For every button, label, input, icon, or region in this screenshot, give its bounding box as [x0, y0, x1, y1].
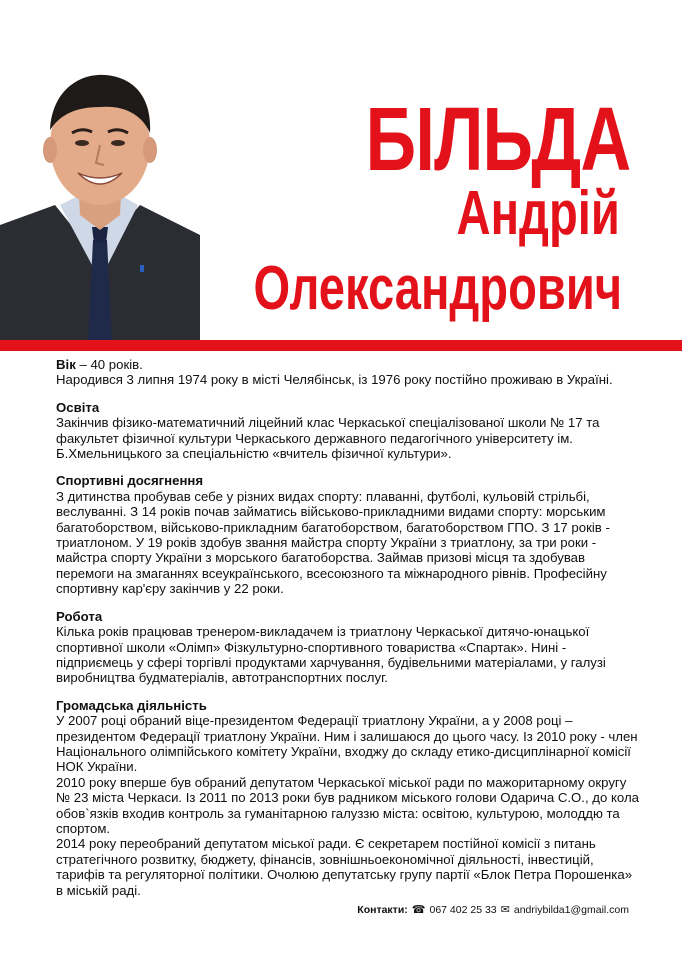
- work-heading: Робота: [56, 608, 103, 624]
- civic-paragraph-2: 2010 року вперше був обраний депутатом Черкаської міської ради по мажоритарному округу № 23 міста Черкаси. Із 2011 по 2013 роки був радником міського голови Одарича С.О., до кола обов`язків входив контроль за гуманітарною галуззю міста: освітою, культурою, молоддю та спортом.: [56, 774, 639, 836]
- civic-paragraph-1: У 2007 році обраний віце-президентом Федерації триатлону України, а у 2008 році – президентом Федерації триатлону України. Ним і залишаюся до цього часу. Із 2010 року - член Національного олімпійського комітету України, входжу до складу етико-дисциплінарної комісії НОК України.: [56, 713, 638, 775]
- work-text: Кілька років працював тренером-викладачем із триатлону Черкаської дитячо-юнацької спортивної школи «Олімп» Фізкультурно-спортивного товариства «Спартак». Нині - підприємець у сфері торгівлі продуктами харчування, будівельними матеріалами, у галузі виробництва будматеріалів, автотранспортних послуг.: [56, 624, 606, 686]
- contacts: [357, 903, 629, 916]
- age-label: Вік: [56, 357, 76, 372]
- birth-info: Народився 3 липня 1974 року в місті Челябінськ, із 1976 року постійно проживаю в Україні.: [56, 372, 613, 388]
- contact-email: andriybilda1@gmail.com: [513, 903, 629, 916]
- civic-paragraph-3: 2014 року переобраний депутатом міської ради. Є секретарем постійної комісії з питань стратегічного розвитку, бюджету, фінансів, зовнішньоекономічної діяльності, інвестицій, тарифів та регуляторної політики. Очолюю депутатську групу партії «Блок Петра Порошенка» в міській раді.: [56, 836, 633, 898]
- civic-section: [56, 698, 640, 898]
- candidate-portrait: [0, 55, 200, 343]
- phone-icon: ☎: [411, 904, 426, 916]
- intro-section: [56, 357, 640, 388]
- envelope-icon: ✉: [500, 904, 510, 916]
- education-section: [56, 400, 640, 462]
- contact-phone: 067 402 25 33: [429, 903, 497, 916]
- sports-heading: Спортивні досягнення: [56, 473, 204, 489]
- biography: [56, 357, 640, 910]
- age-value: – 40 років.: [75, 357, 143, 372]
- candidate-patronymic: Олександрович: [253, 254, 622, 323]
- age-line: [56, 357, 640, 372]
- candidate-surname: БІЛЬДА: [365, 90, 630, 190]
- civic-heading: Громадська діяльність: [56, 697, 207, 713]
- candidate-given-name: Андрій: [456, 179, 620, 248]
- work-section: [56, 609, 640, 686]
- sports-section: [56, 473, 640, 596]
- divider-bar: [0, 340, 682, 351]
- contacts-label: Контакти:: [357, 903, 408, 916]
- education-text: Закінчив фізико-математичний ліцейний клас Черкаської спеціалізованої школи № 17 та факультет фізичної культури Черкаського державного педагогічного університету ім. Б.Хмельницького за спеціальністю «вчитель фізичної культури».: [56, 415, 600, 462]
- sports-text: З дитинства пробував себе у різних видах спорту: плаванні, футболі, кульовій стрільбі, веслуванні. З 14 років почав займатись військово-прикладними видами спорту: морським багатоборством, військово-прикладним багатоборством, багатоборством ГПО. З 17 років - триатлоном. У 19 років здобув звання майстра спорту України з триатлону, за три роки - майстра спорту України з морського багатоборства. Займав призові місця та здобував перемоги на змаганнях всеукраїнського, всесоюзного та міжнародного рівнів. Професійну спортивну кар'єру закінчив у 22 роки.: [56, 488, 610, 597]
- education-heading: Освіта: [56, 399, 100, 415]
